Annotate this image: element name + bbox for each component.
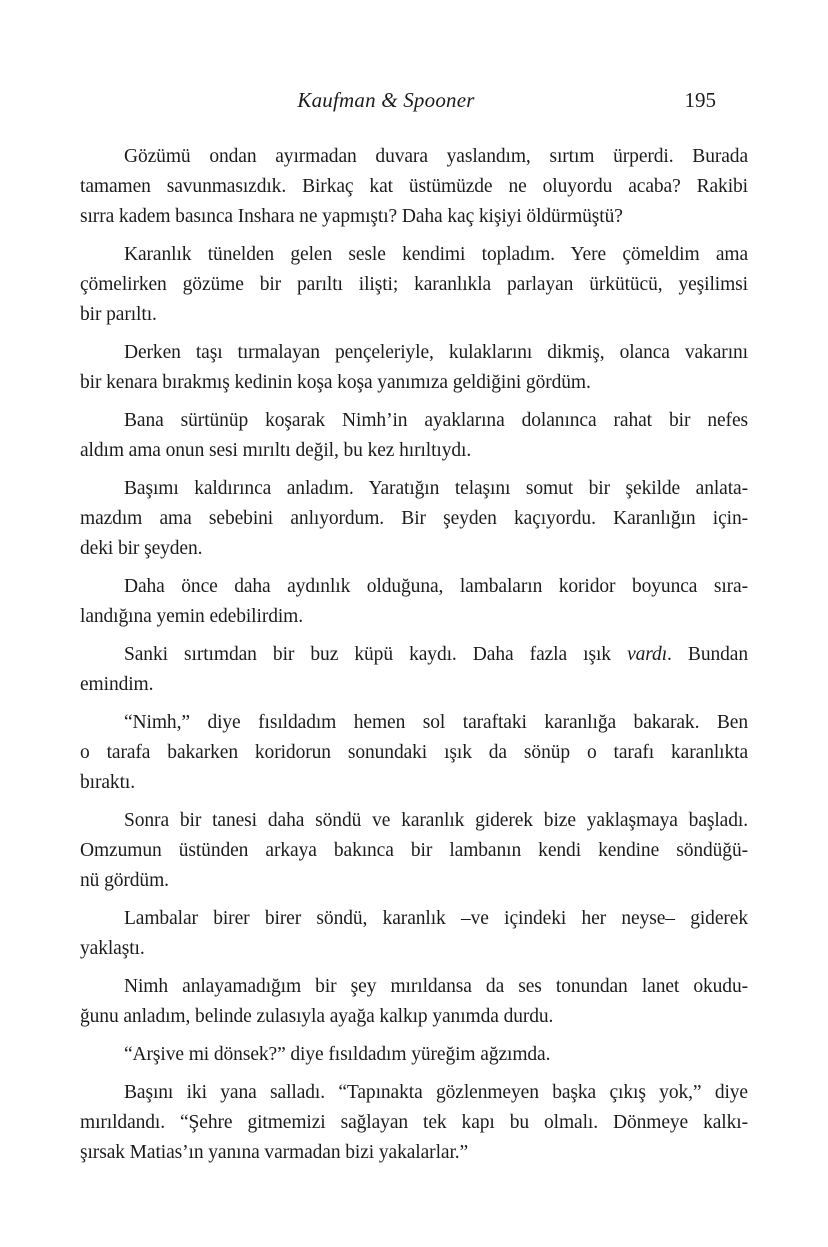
text-segment: mırıldandı. “Şehre gitmemizi sağlayan tek kapı bu olmalı. Dönmeye kalkı-	[80, 1112, 748, 1133]
text-segment: . Bundan	[667, 644, 748, 665]
text-line	[80, 934, 748, 964]
text-line	[80, 640, 748, 670]
text-segment: bıraktı.	[80, 772, 135, 793]
text-segment: bir kenara bırakmış kedinin koşa koşa yanımıza geldiğini gördüm.	[80, 372, 591, 393]
paragraph	[80, 572, 748, 632]
text-line	[80, 904, 748, 934]
text-line	[80, 1108, 748, 1138]
text-line	[80, 270, 748, 300]
page-body	[80, 142, 748, 1176]
paragraph	[80, 972, 748, 1032]
text-segment: çömelirken gözüme bir parıltı ilişti; karanlıkla parlayan ürkütücü, yeşilimsi	[80, 274, 748, 295]
paragraph	[80, 640, 748, 700]
text-segment: mazdım ama sebebini anlıyordum. Bir şeyden kaçıyordu. Karanlığın için-	[80, 508, 748, 529]
paragraph	[80, 240, 748, 330]
paragraph	[80, 708, 748, 798]
text-segment: Nimh anlayamadığım bir şey mırıldansa da ses tonundan lanet okudu-	[124, 976, 748, 997]
text-line	[80, 474, 748, 504]
running-header-title: Kaufman & Spooner	[297, 88, 475, 112]
paragraph	[80, 474, 748, 564]
text-line	[80, 972, 748, 1002]
text-line	[80, 534, 748, 564]
text-line	[80, 572, 748, 602]
emphasized-text: vardı	[627, 644, 668, 665]
text-line	[80, 172, 748, 202]
text-segment: Sanki sırtımdan bir buz küpü kaydı. Daha fazla ışık	[124, 644, 628, 665]
text-segment: tamamen savunmasızdık. Birkaç kat üstümüzde ne oluyordu acaba? Rakibi	[80, 176, 748, 197]
text-line	[80, 338, 748, 368]
text-segment: Başımı kaldırınca anladım. Yaratığın telaşını somut bir şekilde anlata-	[124, 478, 748, 499]
text-segment: Başını iki yana salladı. “Tapınakta gözlenmeyen başka çıkış yok,” diye	[124, 1082, 748, 1103]
text-segment: bir parıltı.	[80, 304, 157, 325]
text-line	[80, 436, 748, 466]
text-segment: Lambalar birer birer söndü, karanlık –ve içindeki her neyse– giderek	[124, 908, 748, 929]
text-line	[80, 670, 748, 700]
text-segment: Gözümü ondan ayırmadan duvara yaslandım, sırtım ürperdi. Burada	[124, 146, 748, 167]
text-line	[80, 1002, 748, 1032]
paragraph	[80, 1078, 748, 1168]
text-segment: Sonra bir tanesi daha söndü ve karanlık giderek bize yaklaşmaya başladı.	[124, 810, 748, 831]
text-segment: Derken taşı tırmalayan pençeleriyle, kulaklarını dikmiş, olanca vakarını	[124, 342, 748, 363]
paragraph	[80, 1040, 748, 1070]
text-line	[80, 300, 748, 330]
text-line	[80, 768, 748, 798]
text-segment: şırsak Matias’ın yanına varmadan bizi yakalarlar.”	[80, 1142, 469, 1163]
paragraph	[80, 904, 748, 964]
text-line	[80, 240, 748, 270]
text-line	[80, 708, 748, 738]
text-line	[80, 202, 748, 232]
paragraph	[80, 142, 748, 232]
text-segment: yaklaştı.	[80, 938, 145, 959]
text-line	[80, 504, 748, 534]
paragraph	[80, 338, 748, 398]
paragraph	[80, 406, 748, 466]
text-segment: emindim.	[80, 674, 154, 695]
text-segment: sırra kadem basınca Inshara ne yapmıştı? Daha kaç kişiyi öldürmüştü?	[80, 206, 623, 227]
text-segment: Omzumun üstünden arkaya bakınca bir lambanın kendi kendine söndüğü-	[80, 840, 748, 861]
text-segment: o tarafa bakarken koridorun sonundaki ışık da sönüp o tarafı karanlıkta	[80, 742, 748, 763]
text-line	[80, 142, 748, 172]
text-segment: landığına yemin edebilirdim.	[80, 606, 304, 627]
text-segment: Daha önce daha aydınlık olduğuna, lambaların koridor boyunca sıra-	[124, 576, 748, 597]
text-segment: Karanlık tünelden gelen sesle kendimi topladım. Yere çömeldim ama	[124, 244, 748, 265]
paragraph	[80, 806, 748, 896]
text-line	[80, 836, 748, 866]
text-segment: “Arşive mi dönsek?” diye fısıldadım yüreğim ağzımda.	[124, 1044, 551, 1065]
text-segment: aldım ama onun sesi mırıltı değil, bu kez hırıltıydı.	[80, 440, 472, 461]
text-line	[80, 406, 748, 436]
text-segment: nü gördüm.	[80, 870, 169, 891]
text-segment: ğunu anladım, belinde zulasıyla ayağa kalkıp yanımda durdu.	[80, 1006, 554, 1027]
text-line	[80, 1138, 748, 1168]
text-line	[80, 806, 748, 836]
text-segment: “Nimh,” diye fısıldadım hemen sol taraftaki karanlığa bakarak. Ben	[124, 712, 748, 733]
text-line	[80, 1078, 748, 1108]
page-number: 195	[684, 88, 716, 112]
text-segment: deki bir şeyden.	[80, 538, 203, 559]
text-line	[80, 368, 748, 398]
text-line	[80, 1040, 748, 1070]
text-segment: Bana sürtünüp koşarak Nimh’in ayaklarına dolanınca rahat bir nefes	[124, 410, 748, 431]
text-line	[80, 602, 748, 632]
text-line	[80, 866, 748, 896]
text-line	[80, 738, 748, 768]
